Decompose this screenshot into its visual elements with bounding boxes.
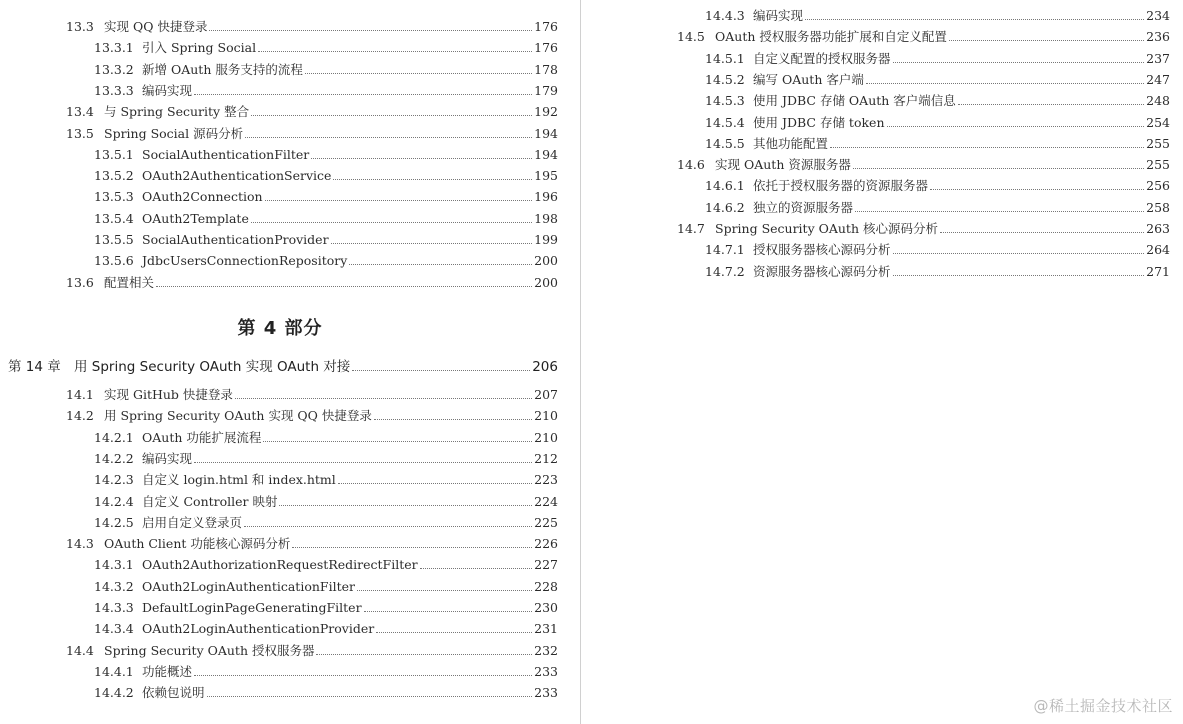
toc-entry[interactable] xyxy=(94,448,558,469)
entry-title: OAuth2Template xyxy=(142,210,249,226)
entry-page: 224 xyxy=(534,493,558,509)
entry-title: 授权服务器核心源码分析 xyxy=(753,242,891,258)
leader-dots xyxy=(420,568,533,569)
leader-dots xyxy=(805,19,1144,20)
entry-page: 227 xyxy=(534,557,558,573)
entry-number: 14.2.5 xyxy=(94,514,134,530)
entry-number: 14.4 xyxy=(66,642,94,658)
entry-title: 用 Spring Security OAuth 实现 QQ 快捷登录 xyxy=(104,408,372,424)
entry-page: 196 xyxy=(534,189,558,205)
entry-page: 231 xyxy=(534,621,558,637)
entry-number: 13.3.3 xyxy=(94,82,134,98)
entry-title: 与 Spring Security 整合 xyxy=(104,104,250,120)
entry-title: 其他功能配置 xyxy=(753,135,829,151)
leader-dots xyxy=(364,611,533,612)
leader-dots xyxy=(376,632,532,633)
leader-dots xyxy=(893,253,1145,254)
leader-dots xyxy=(949,40,1144,41)
entry-number: 14.2.2 xyxy=(94,450,134,466)
leader-dots xyxy=(194,675,532,676)
entry-number: 14.2 xyxy=(66,408,94,424)
leader-dots xyxy=(893,275,1145,276)
toc-entry[interactable] xyxy=(66,123,558,144)
toc-entry[interactable] xyxy=(94,186,558,207)
entry-number: 14.7.2 xyxy=(705,263,745,279)
leader-dots xyxy=(893,62,1145,63)
entry-title: OAuth2LoginAuthenticationFilter xyxy=(142,578,355,594)
leader-dots xyxy=(265,200,533,201)
entry-title: 新增 OAuth 服务支持的流程 xyxy=(142,61,303,77)
entry-number: 14.6.1 xyxy=(705,178,745,194)
entry-page: 195 xyxy=(534,168,558,184)
leader-dots xyxy=(251,115,532,116)
leader-dots xyxy=(331,243,533,244)
toc-entry[interactable] xyxy=(94,469,558,490)
leader-dots xyxy=(194,462,532,463)
leader-dots xyxy=(887,126,1145,127)
entry-number: 14.7.1 xyxy=(705,242,745,258)
chapter-page: 206 xyxy=(532,359,558,375)
entry-title: OAuth 授权服务器功能扩展和自定义配置 xyxy=(715,29,947,45)
toc-entry[interactable] xyxy=(94,661,558,682)
entry-number: 14.6.2 xyxy=(705,199,745,215)
entry-page: 263 xyxy=(1146,221,1170,236)
entry-page: 256 xyxy=(1146,178,1170,194)
entry-page: 176 xyxy=(534,40,558,56)
entry-page: 254 xyxy=(1146,114,1170,130)
entry-page: 199 xyxy=(534,232,558,247)
toc-entry[interactable] xyxy=(705,239,1170,260)
entry-number: 14.4.1 xyxy=(94,663,134,679)
entry-page: 248 xyxy=(1146,93,1170,109)
entry-page: 226 xyxy=(534,536,558,552)
entry-title: 实现 OAuth 资源服务器 xyxy=(715,157,851,173)
entry-title: DefaultLoginPageGeneratingFilter xyxy=(142,600,362,615)
part-heading: 第 4 部分 xyxy=(237,318,323,339)
toc-entry[interactable] xyxy=(94,427,558,448)
entry-title: 依托于授权服务器的资源服务器 xyxy=(753,178,929,194)
entry-number: 13.5.4 xyxy=(94,210,134,226)
entry-page: 255 xyxy=(1146,135,1170,151)
leader-dots xyxy=(207,696,533,697)
toc-entry[interactable] xyxy=(705,175,1170,196)
entry-number: 14.5.2 xyxy=(705,71,745,87)
entry-title: 自定义配置的授权服务器 xyxy=(753,50,891,66)
entry-title: SocialAuthenticationFilter xyxy=(142,146,310,162)
entry-title: 编码实现 xyxy=(142,82,193,98)
entry-title: 编码实现 xyxy=(753,8,804,23)
entry-page: 194 xyxy=(534,146,558,162)
page-gutter-divider xyxy=(580,0,581,724)
toc-entry[interactable] xyxy=(94,144,558,165)
entry-number: 14.2.3 xyxy=(94,472,134,488)
entry-page: 230 xyxy=(534,600,558,615)
entry-number: 14.3.2 xyxy=(94,578,134,594)
leader-dots xyxy=(349,264,532,265)
entry-title: 依赖包说明 xyxy=(142,685,205,701)
toc-entry[interactable] xyxy=(705,112,1170,133)
entry-title: Spring Security OAuth 核心源码分析 xyxy=(715,221,938,236)
entry-title: OAuth2Connection xyxy=(142,189,263,205)
leader-dots xyxy=(930,189,1144,190)
entry-page: 200 xyxy=(534,253,558,269)
entry-title: 配置相关 xyxy=(104,274,155,290)
entry-page: 200 xyxy=(534,274,558,290)
leader-dots xyxy=(244,526,532,527)
entry-page: 194 xyxy=(534,125,558,141)
leader-dots xyxy=(209,30,532,31)
entry-page: 192 xyxy=(534,104,558,120)
toc-entry[interactable] xyxy=(94,491,558,512)
leader-dots xyxy=(338,483,532,484)
entry-number: 13.5.6 xyxy=(94,253,134,269)
toc-entry[interactable] xyxy=(66,384,558,405)
toc-entry[interactable] xyxy=(94,208,558,229)
entry-number: 14.1 xyxy=(66,387,94,402)
entry-number: 14.5.3 xyxy=(705,93,745,109)
entry-page: 271 xyxy=(1146,263,1170,279)
entry-title: OAuth Client 功能核心源码分析 xyxy=(104,536,291,552)
entry-title: OAuth2AuthorizationRequestRedirectFilter xyxy=(142,557,418,573)
toc-entry[interactable] xyxy=(94,618,558,639)
leader-dots xyxy=(292,547,532,548)
entry-title: OAuth 功能扩展流程 xyxy=(142,429,262,445)
chapter-entry[interactable] xyxy=(8,356,558,378)
entry-number: 14.6 xyxy=(677,157,705,173)
entry-number: 14.3.4 xyxy=(94,621,134,637)
toc-entry[interactable] xyxy=(705,69,1170,90)
entry-title: 实现 GitHub 快捷登录 xyxy=(104,387,233,402)
toc-entry[interactable] xyxy=(705,197,1170,218)
entry-title: 编写 OAuth 客户端 xyxy=(753,71,864,87)
entry-number: 14.3.3 xyxy=(94,600,134,615)
leader-dots xyxy=(853,168,1144,169)
toc-entry[interactable] xyxy=(94,512,558,533)
entry-title: SocialAuthenticationProvider xyxy=(142,232,329,247)
entry-title: 启用自定义登录页 xyxy=(142,514,243,530)
entry-title: 资源服务器核心源码分析 xyxy=(753,263,891,279)
entry-page: 237 xyxy=(1146,50,1170,66)
toc-entry[interactable] xyxy=(66,640,558,661)
entry-title: Spring Social 源码分析 xyxy=(104,125,244,141)
entry-number: 13.3.1 xyxy=(94,40,134,56)
entry-page: 225 xyxy=(534,514,558,530)
leader-dots xyxy=(830,147,1144,148)
entry-number: 14.2.4 xyxy=(94,493,134,509)
entry-page: 210 xyxy=(534,429,558,445)
entry-page: 223 xyxy=(534,472,558,488)
toc-entry[interactable] xyxy=(705,133,1170,154)
entry-number: 13.5.2 xyxy=(94,168,134,184)
leader-dots xyxy=(352,370,530,371)
toc-entry[interactable] xyxy=(66,533,558,554)
leader-dots xyxy=(374,419,532,420)
entry-page: 207 xyxy=(534,387,558,402)
entry-page: 236 xyxy=(1146,29,1170,45)
toc-entry[interactable] xyxy=(94,80,558,101)
entry-number: 14.2.1 xyxy=(94,429,134,445)
entry-page: 258 xyxy=(1146,199,1170,215)
toc-entry[interactable] xyxy=(94,37,558,58)
entry-number: 13.5.1 xyxy=(94,146,134,162)
leader-dots xyxy=(357,590,532,591)
entry-number: 14.5.1 xyxy=(705,50,745,66)
leader-dots xyxy=(316,654,532,655)
entry-title: 自定义 login.html 和 index.html xyxy=(142,472,336,488)
entry-page: 228 xyxy=(534,578,558,594)
entry-number: 14.4.2 xyxy=(94,685,134,701)
toc-entry[interactable] xyxy=(677,154,1170,175)
leader-dots xyxy=(258,51,532,52)
toc-entry[interactable] xyxy=(66,101,558,122)
entry-title: 实现 QQ 快捷登录 xyxy=(104,19,208,34)
toc-entry[interactable] xyxy=(705,261,1170,282)
leader-dots xyxy=(855,211,1144,212)
toc-entry[interactable] xyxy=(66,16,558,37)
toc-entry[interactable] xyxy=(94,165,558,186)
entry-title: 独立的资源服务器 xyxy=(753,199,854,215)
leader-dots xyxy=(866,83,1144,84)
entry-page: 233 xyxy=(534,663,558,679)
entry-page: 255 xyxy=(1146,157,1170,173)
entry-title: 使用 JDBC 存储 token xyxy=(753,114,885,130)
entry-title: 使用 JDBC 存储 OAuth 客户端信息 xyxy=(753,93,956,109)
leader-dots xyxy=(156,286,532,287)
entry-number: 14.3.1 xyxy=(94,557,134,573)
entry-page: 178 xyxy=(534,61,558,77)
leader-dots xyxy=(251,222,532,223)
toc-entry[interactable] xyxy=(705,5,1170,26)
entry-page: 212 xyxy=(534,450,558,466)
entry-title: OAuth2LoginAuthenticationProvider xyxy=(142,621,375,637)
leader-dots xyxy=(194,94,532,95)
entry-number: 13.3 xyxy=(66,19,94,34)
entry-page: 179 xyxy=(534,82,558,98)
entry-title: 编码实现 xyxy=(142,450,193,466)
entry-number: 14.7 xyxy=(677,221,705,236)
entry-page: 234 xyxy=(1146,8,1170,23)
entry-title: 自定义 Controller 映射 xyxy=(142,493,278,509)
leader-dots xyxy=(958,104,1144,105)
leader-dots xyxy=(333,179,532,180)
leader-dots xyxy=(940,232,1144,233)
toc-entry[interactable] xyxy=(94,597,558,618)
leader-dots xyxy=(279,505,532,506)
chapter-title: 用 Spring Security OAuth 实现 OAuth 对接 xyxy=(74,359,351,375)
leader-dots xyxy=(311,158,532,159)
entry-title: JdbcUsersConnectionRepository xyxy=(142,253,348,269)
entry-title: OAuth2AuthenticationService xyxy=(142,168,332,184)
entry-page: 233 xyxy=(534,685,558,701)
entry-title: 功能概述 xyxy=(142,663,193,679)
leader-dots xyxy=(263,441,532,442)
toc-entry[interactable] xyxy=(94,682,558,703)
entry-number: 14.5 xyxy=(677,29,705,45)
leader-dots xyxy=(305,73,532,74)
entry-number: 13.5.3 xyxy=(94,189,134,205)
leader-dots xyxy=(245,137,532,138)
entry-number: 14.4.3 xyxy=(705,8,745,23)
entry-page: 232 xyxy=(534,642,558,658)
toc-entry[interactable] xyxy=(94,554,558,575)
entry-page: 210 xyxy=(534,408,558,424)
toc-entry[interactable] xyxy=(66,272,558,293)
toc-entry[interactable] xyxy=(677,26,1170,47)
toc-entry[interactable] xyxy=(94,576,558,597)
entry-number: 13.3.2 xyxy=(94,61,134,77)
toc-entry[interactable] xyxy=(705,90,1170,111)
entry-number: 13.4 xyxy=(66,104,94,120)
toc-entry[interactable] xyxy=(94,229,558,250)
watermark: @稀土掘金技术社区 xyxy=(1033,697,1173,715)
entry-number: 14.5.5 xyxy=(705,135,745,151)
entry-page: 264 xyxy=(1146,242,1170,258)
toc-entry[interactable] xyxy=(94,59,558,80)
entry-title: Spring Security OAuth 授权服务器 xyxy=(104,642,315,658)
toc-entry[interactable] xyxy=(705,48,1170,69)
toc-entry[interactable] xyxy=(94,250,558,271)
entry-number: 13.5.5 xyxy=(94,232,134,247)
chapter-number: 第 14 章 xyxy=(8,359,61,375)
entry-number: 13.6 xyxy=(66,274,94,290)
entry-page: 198 xyxy=(534,210,558,226)
entry-number: 14.5.4 xyxy=(705,114,745,130)
entry-number: 13.5 xyxy=(66,125,94,141)
toc-entry[interactable] xyxy=(66,405,558,426)
leader-dots xyxy=(235,398,532,399)
entry-title: 引入 Spring Social xyxy=(142,40,257,56)
toc-entry[interactable] xyxy=(677,218,1170,239)
entry-number: 14.3 xyxy=(66,536,94,552)
entry-page: 176 xyxy=(534,19,558,34)
entry-page: 247 xyxy=(1146,71,1170,87)
